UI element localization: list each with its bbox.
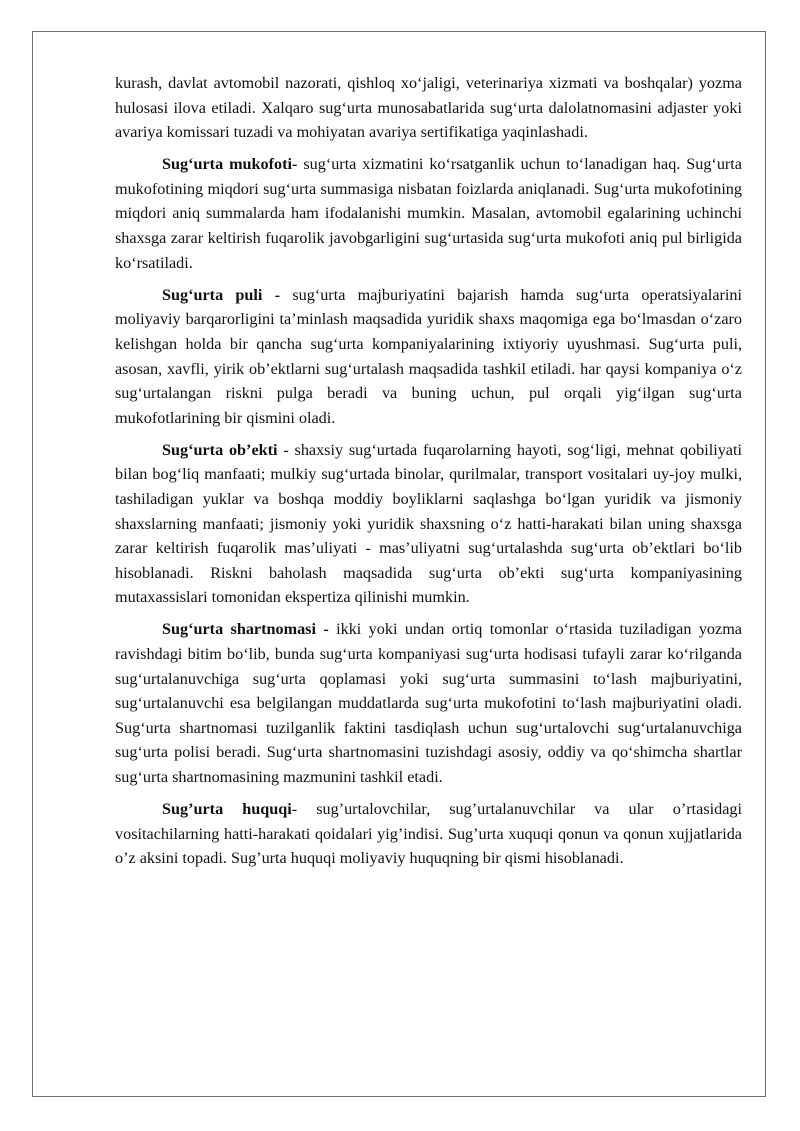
- paragraph-continuation: [115, 71, 742, 145]
- definition-sugurta-puli: [115, 283, 742, 431]
- definition-sugurta-shartnomasi: [115, 617, 742, 789]
- definition-sugurta-obekti: [115, 438, 742, 610]
- paragraph-text: kurash, davlat avtomobil nazorati, qishloq xo‘jaligi, veterinariya xizmati va boshqalar) yozma hulosasi ilova etiladi. Xalqaro sug‘urta munosabatlarida sug‘urta dalolatnomasini adjaster yoki avariya komissari tuzadi va mohiyatan avariya sertifikatiga yaqinlashadi.: [115, 74, 742, 142]
- definition-text: sug‘urta xizmatini ko‘rsatganlik uchun to‘lanadigan haq. Sug‘urta mukofotining miqdori sug‘urta summasiga nisbatan foizlarda aniqlanadi. Sug‘urta mukofotining miqdori aniq summalarda ham ifodalanishi mumkin. Masalan, avtomobil egalarining uchinchi shaxsga zarar keltirish fuqarolik javobgarligini sug‘urtasida sug‘urta mukofoti aniq pul birligida ko‘rsatiladi.: [115, 155, 742, 272]
- definition-term: Sug‘urta puli -: [162, 285, 281, 304]
- definition-text: - shaxsiy sug‘urtada fuqarolarning hayoti, sog‘ligi, mehnat qobiliyati bilan bog‘liq manfaati; mulkiy sug‘urtada binolar, qurilmalar, transport vositalari uy-joy mulki, tashiladigan yuklar va boshqa moddiy boyliklarni saqlashga bo‘lgan yuridik va jismoniy shaxslarning manfaati; jismoniy yoki yuridik shaxsning o‘z hatti-harakati bilan uning shaxsga zarar keltirish fuqarolik mas’uliyati - mas’uliyatni sug‘urtalashda sug‘urta ob’ektlari bo‘lib hisoblanadi. Riskni baholash maqsadida sug‘urta ob’ekti sug‘urta kompaniyasining mutaxassislari tomonidan ekspertiza qilinishi mumkin.: [115, 440, 742, 607]
- definition-term: Sug‘urta shartnomasi -: [162, 620, 329, 639]
- definition-term: Sug‘urta mukofoti-: [162, 155, 298, 174]
- definition-text: sug‘urta majburiyatini bajarish hamda sug‘urta operatsiyalarini moliyaviy barqarorligini ta’minlash maqsadida yuridik shaxs maqomiga ega bo‘lmasdan o‘zaro kelishgan holda bir qancha sug‘urta kompaniyalarining ixtiyoriy uyushmasi. Sug‘urta puli, asosan, xavfli, yirik ob’ektlarni sug‘urtalash maqsadida tashkil etiladi. har qaysi kompaniya o‘z sug‘urtalangan riskni pulga beradi va buning uchun, pul orqali yig‘ilgan sug‘urta mukofotlarining bir qismini oladi.: [115, 285, 742, 427]
- definition-term: Sug‘urta ob’ekti: [162, 440, 278, 459]
- definition-term: Sug’urta huquqi: [162, 800, 292, 819]
- definition-sugurta-mukofoti: [115, 152, 742, 275]
- definition-sugurta-huquqi: [115, 797, 742, 871]
- definition-text: - sug’urtalovchilar, sug’urtalanuvchilar va ular o’rtasidagi vositachilarning hatti-harakati qoidalari yig’indisi. Sug’urta xuquqi qonun va qonun xujjatlarida o’z aksini topadi. Sug’urta huquqi moliyaviy huquqning bir qismi hisoblanadi.: [115, 800, 742, 868]
- document-body: [115, 71, 742, 878]
- definition-text: ikki yoki undan ortiq tomonlar o‘rtasida tuziladigan yozma ravishdagi bitim bo‘lib, bunda sug‘urta kompaniyasi sug‘urta hodisasi tufayli zarar ko‘rilganda sug‘urtalanuvchiga sug‘urta qoplamasi yoki sug‘urta summasini to‘lash majburiyatini, sug‘urtalanuvchi esa belgilangan muddatlarda sug‘urta mukofotini to‘lash majburiyatini oladi. Sug‘urta shartnomasi tuzilganlik faktini tasdiqlash uchun sug‘urtalovchi sug‘urtalanuvchiga sug‘urta polisi beradi. Sug‘urta shartnomasini tuzishdagi asosiy, oddiy va qo‘shimcha shartlar sug‘urta shartnomasining mazmunini tashkil etadi.: [115, 620, 742, 787]
